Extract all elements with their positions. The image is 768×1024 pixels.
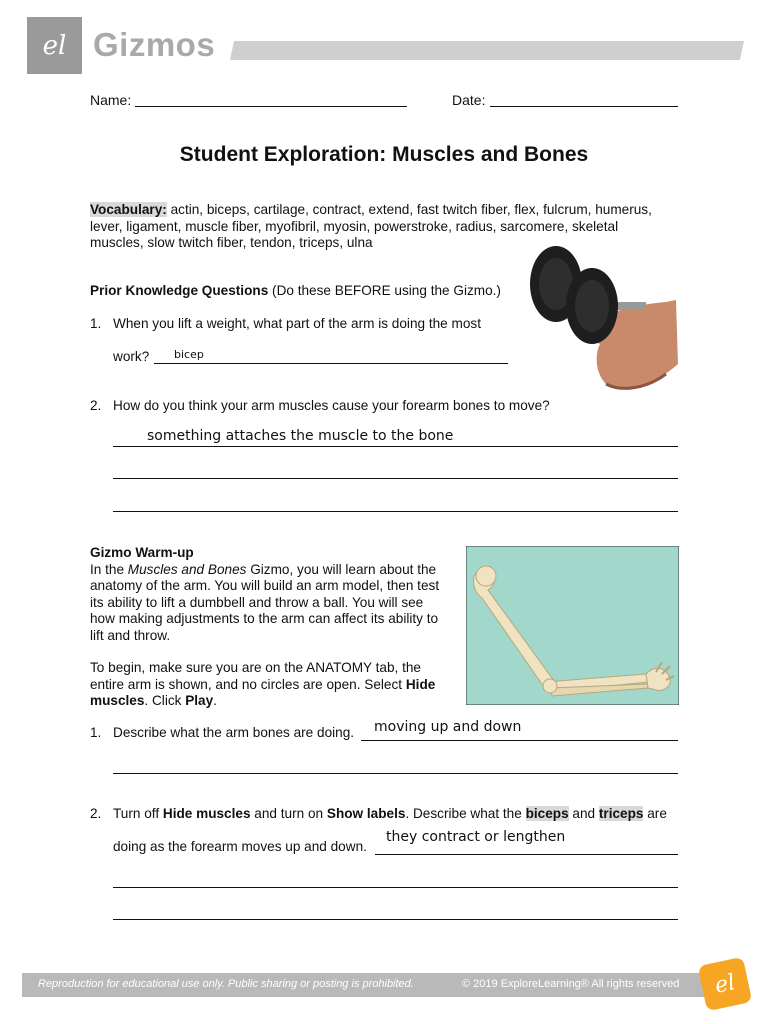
dumbbell-arm-illustration: [526, 244, 680, 392]
prior-q1-answer-line[interactable]: [154, 363, 508, 364]
prior-q2-answer-line-2[interactable]: [113, 478, 678, 479]
warmup-p1-line-2: anatomy of the arm. You will build an arm model, then test: [90, 578, 440, 593]
prior-q2-answer: something attaches the muscle to the bone: [147, 428, 454, 444]
vocabulary-label: Vocabulary:: [90, 202, 167, 217]
warmup-q2-answer: they contract or lengthen: [386, 829, 566, 845]
header-bar: [230, 41, 744, 60]
prior-q2-answer-line-3[interactable]: [113, 511, 678, 512]
warmup-q2-answer-line-2[interactable]: [113, 887, 678, 888]
prior-q1-work-label: work?: [113, 349, 150, 364]
prior-q2-number: 2.: [90, 398, 102, 413]
footer-disclaimer: Reproduction for educational use only. Public sharing or posting is prohibited.: [38, 978, 414, 990]
hide-label: Hide: [405, 676, 436, 692]
warmup-click-text: . Click: [144, 693, 186, 708]
warmup-p1-line-5: lift and throw.: [90, 627, 171, 643]
play-label: Play: [185, 693, 214, 708]
name-label: Name:: [90, 92, 132, 108]
warmup-heading: Gizmo Warm-up: [90, 545, 194, 560]
explorelearning-logo: el: [27, 17, 82, 74]
muscles-label: muscles: [90, 693, 145, 708]
warmup-p1-line-3: its ability to lift a dumbbell and throw a ball. You will see: [90, 594, 424, 610]
brand-name: Gizmos: [93, 26, 216, 63]
warmup-q2-number: 2.: [90, 806, 102, 821]
page-title: Student Exploration: Muscles and Bones: [179, 143, 589, 166]
biceps-term: biceps: [525, 806, 569, 821]
gizmo-name: Muscles and Bones: [127, 561, 247, 577]
warmup-block: [90, 545, 460, 710]
name-field[interactable]: [135, 106, 407, 107]
date-field[interactable]: [490, 106, 678, 107]
warmup-q2-part-g: and: [568, 806, 599, 821]
warmup-p1-start: In the: [90, 561, 128, 577]
prior-q2-answer-line-1[interactable]: [113, 446, 678, 447]
vocabulary-line-2: lever, ligament, muscle fiber, myofibril, myosin, powerstroke, radius, sarcomere, skeletal: [90, 218, 619, 234]
warmup-q1-text: Describe what the arm bones are doing.: [113, 725, 355, 740]
warmup-q1-number: 1.: [90, 725, 102, 740]
warmup-q1-answer: moving up and down: [374, 719, 522, 735]
warmup-q2-text: [113, 806, 683, 823]
warmup-q2-part-i: are: [643, 806, 667, 821]
warmup-q2-part-e: . Describe what the: [405, 806, 526, 821]
prior-q1-answer: bicep: [174, 348, 204, 361]
prior-q1-text: When you lift a weight, what part of the arm is doing the most: [113, 316, 481, 331]
warmup-p2-line-2: entire arm is shown, and no circles are open. Select: [90, 676, 406, 692]
warmup-q2-answer-line-1[interactable]: [375, 854, 678, 855]
prior-q1-number: 1.: [90, 316, 102, 331]
prior-knowledge-heading: [90, 283, 501, 300]
arm-bones-image: [466, 546, 679, 705]
warmup-q2-part-a: Turn off: [113, 806, 163, 821]
hide-muscles-label: Hide muscles: [162, 806, 251, 821]
triceps-term: triceps: [598, 806, 644, 821]
prior-knowledge-title: Prior Knowledge Questions: [90, 283, 269, 298]
prior-q2-text: How do you think your arm muscles cause your forearm bones to move?: [113, 398, 550, 413]
vocabulary-line-1: actin, biceps, cartilage, contract, extend, fast twitch fiber, flex, fulcrum, humerus,: [166, 202, 652, 217]
warmup-q1-answer-line-2[interactable]: [113, 773, 678, 774]
vocabulary-line-3: muscles, slow twitch fiber, tendon, triceps, ulna: [90, 235, 373, 250]
warmup-period: .: [213, 693, 217, 708]
footer-logo: el: [698, 957, 753, 1012]
warmup-q1-answer-line-1[interactable]: [361, 740, 678, 741]
show-labels-label: Show labels: [326, 806, 406, 821]
date-label: Date:: [452, 92, 486, 108]
prior-knowledge-note: (Do these BEFORE using the Gizmo.): [268, 283, 501, 298]
warmup-q2-line-2: doing as the forearm moves up and down.: [113, 839, 367, 854]
warmup-p1-line-4: how making adjustments to the arm can affect its ability to: [90, 611, 439, 626]
warmup-p2-line-1: To begin, make sure you are on the ANATOMY tab, the: [90, 660, 421, 675]
warmup-q2-answer-line-3[interactable]: [113, 919, 678, 920]
footer-copyright: © 2019 ExploreLearning® All rights reserved: [462, 978, 680, 990]
warmup-q2-part-c: and turn on: [250, 806, 327, 821]
warmup-p1-end: Gizmo, you will learn about the: [246, 561, 437, 577]
